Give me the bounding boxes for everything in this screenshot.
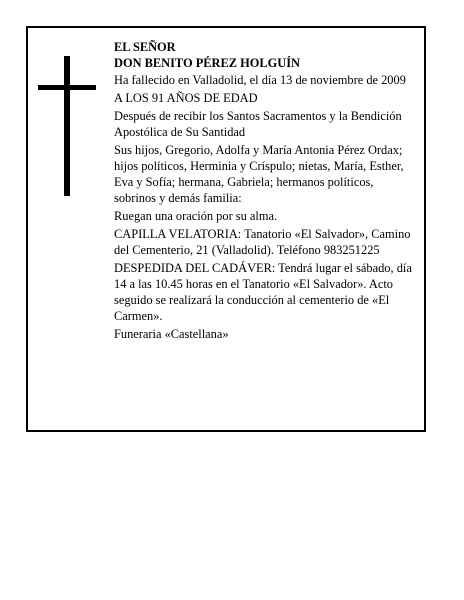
prayer-request: Ruegan una oración por su alma. [114,209,278,223]
funeral-info: DESPEDIDA DEL CADÁVER: Tendrá lugar el sábado, día 14 a las 10.45 horas en el Tanatorio «El Salvador». Acto seguido se realizará la conducción al cementerio de «El Carmen». [114,261,412,323]
funeral-home: Funeraria «Castellana» [114,327,229,341]
sacraments-line: Después de recibir los Santos Sacramentos y la Bendición Apostólica de Su Santidad [114,109,402,139]
chapel-info: CAPILLA VELATORIA: Tanatorio «El Salvador», Camino del Cementerio, 21 (Valladolid). Teléfono 983251225 [114,227,411,257]
obituary-text [114,39,412,344]
deceased-title: EL SEÑOR [114,40,176,54]
cross-icon [64,56,70,196]
cross-icon-bar [38,85,96,90]
family-paragraph: Sus hijos, Gregorio, Adolfa y María Antonia Pérez Ordax; hijos políticos, Herminia y Críspulo; nietas, María, Esther, Eva y Sofía; hermana, Gabriela; hermanos políticos, sobrinos y demás familia: [114,143,404,205]
deceased-name: DON BENITO PÉREZ HOLGUÍN [114,56,301,70]
death-announcement: Ha fallecido en Valladolid, el día 13 de noviembre de 2009 [114,73,406,87]
age-line: A LOS 91 AÑOS DE EDAD [114,91,258,105]
